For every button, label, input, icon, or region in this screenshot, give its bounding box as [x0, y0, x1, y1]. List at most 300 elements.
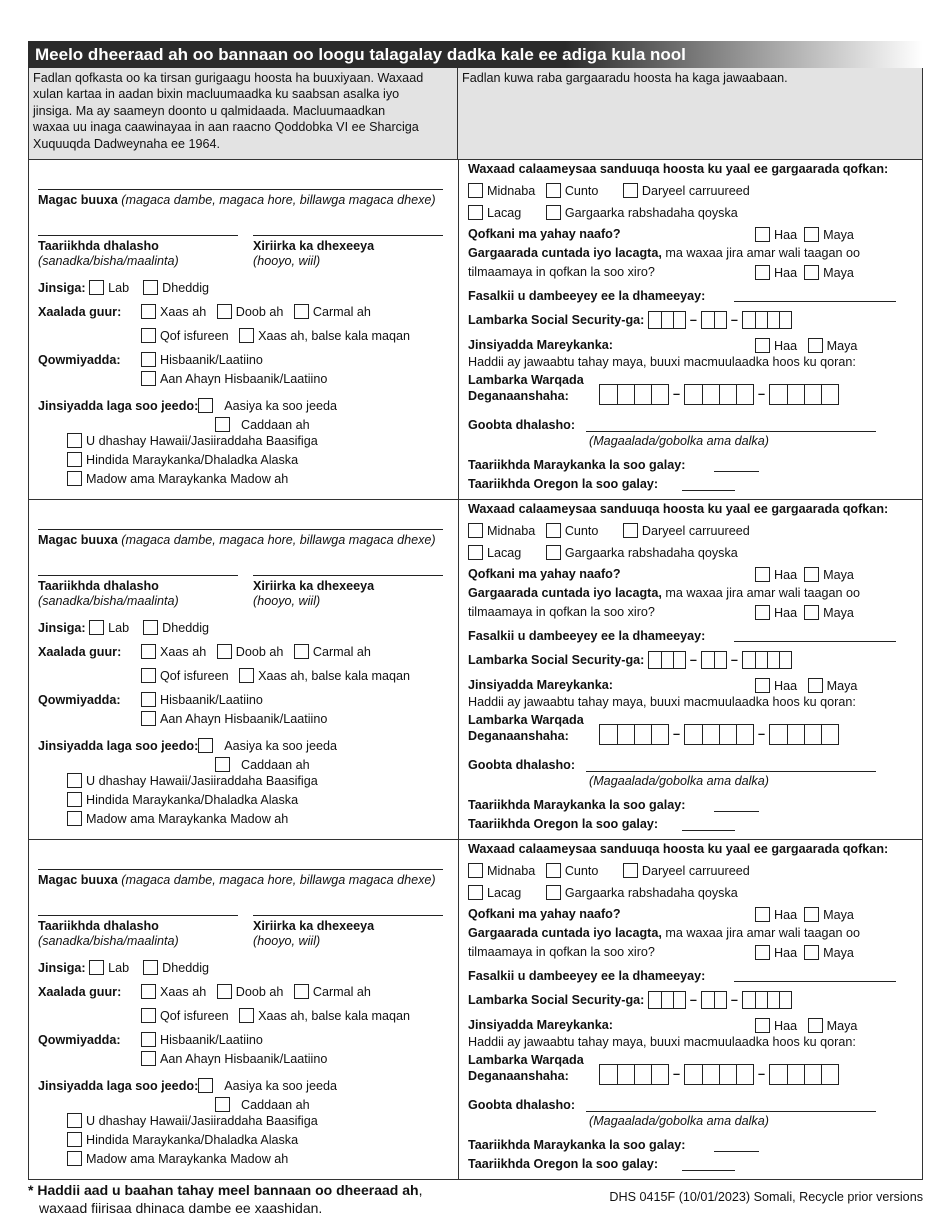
assist-checkbox[interactable] [546, 885, 561, 900]
warrant-question [468, 246, 860, 261]
ssn-label: Lambarka Social Security-ga: [468, 313, 645, 327]
intro-assistance-note: Fadlan kuwa raba gargaaradu hoosta ha kaga jawaabaan. [462, 71, 788, 85]
relationship-label: Xiriirka ka dhexeeya [253, 919, 375, 933]
marital-checkbox[interactable] [217, 304, 232, 319]
relationship-label: Xiriirka ka dhexeeya [253, 239, 375, 253]
assist-option: Gargaarka rabshadaha qoyska [564, 546, 738, 560]
race-option: Hindida Maraykanka/Dhaladka Alaska [86, 1133, 299, 1147]
warrant-bold: Gargaarada cuntada iyo lacagta, [468, 586, 662, 600]
marital-option: Carmal ah [312, 645, 371, 659]
gender-male-checkbox[interactable] [89, 960, 104, 975]
ssn-dash: – [730, 313, 738, 327]
no-label: Maya [823, 266, 854, 280]
warrant-line2: tilmaamaya in qofkan la soo xiro? [468, 265, 655, 279]
assistance-row-2 [468, 205, 738, 221]
doc-dash: – [758, 1067, 766, 1081]
race-option: Hindida Maraykanka/Dhaladka Alaska [86, 793, 299, 807]
ethnicity-checkbox[interactable] [141, 371, 156, 386]
doc-dash: – [673, 727, 681, 741]
assist-option: Midnaba [487, 864, 536, 878]
no-checkbox[interactable] [804, 265, 819, 280]
gender-female-checkbox[interactable] [143, 960, 158, 975]
no-checkbox[interactable] [804, 227, 819, 242]
us-entry-label: Taariikhda Maraykanka la soo galay: [468, 798, 686, 812]
assistance-heading: Waxaad calaameysaa sanduuqa hoosta ku yaal ee gargaarada qofkan: [468, 502, 889, 516]
doc-dash: – [758, 727, 766, 741]
ethnicity-option: Hisbaanik/Laatiino [160, 693, 263, 707]
no-checkbox[interactable] [804, 907, 819, 922]
ethnicity-label: Qowmiyadda: [38, 1033, 121, 1047]
assist-checkbox[interactable] [468, 885, 483, 900]
assist-option: Cunto [564, 184, 599, 198]
ssn-part-3[interactable] [742, 991, 792, 1009]
citizenship-note: Haddii ay jawaabtu tahay maya, buuxi macmuulaadka hoos ku qoran: [468, 1035, 856, 1049]
birthplace-label: Goobta dhalasho: [468, 758, 576, 772]
assistance-row-2 [468, 885, 738, 901]
assist-checkbox[interactable] [468, 205, 483, 220]
assist-checkbox[interactable] [468, 545, 483, 560]
dob-hint: (sanadka/bisha/maalinta) [38, 254, 179, 268]
birthplace-line[interactable] [586, 771, 876, 772]
race-option: Aasiya ka soo jeeda [224, 1079, 337, 1093]
warrant-question [468, 926, 860, 941]
warrant-line2: tilmaamaya in qofkan la soo xiro? [468, 605, 655, 619]
birthplace-label: Goobta dhalasho: [468, 1098, 576, 1112]
dob-line[interactable] [38, 915, 238, 916]
no-checkbox[interactable] [808, 1018, 823, 1033]
race-option: Caddaan ah [241, 1098, 310, 1112]
full-name-label [38, 533, 436, 548]
yes-label: Haa [774, 946, 798, 960]
race-checkbox[interactable] [67, 1113, 82, 1128]
assist-checkbox[interactable] [546, 523, 561, 538]
ssn-part-2[interactable] [701, 311, 727, 329]
race-checkbox[interactable] [67, 773, 82, 788]
member-block [28, 840, 923, 1180]
yes-label: Haa [774, 908, 798, 922]
marital-option: Xaas ah [160, 305, 207, 319]
race-option: Hindida Maraykanka/Dhaladka Alaska [86, 453, 299, 467]
name-line[interactable] [38, 869, 443, 870]
marital-row-2 [141, 1008, 410, 1024]
ethnicity-label: Qowmiyadda: [38, 353, 121, 367]
gender-female-checkbox[interactable] [143, 280, 158, 295]
yes-label: Haa [774, 228, 798, 242]
disability-label: Qofkani ma yahay naafo? [468, 567, 621, 581]
name-line[interactable] [38, 189, 443, 190]
name-hint: (magaca dambe, magaca hore, billawga magaca dhexe) [121, 193, 436, 207]
yes-checkbox[interactable] [755, 338, 770, 353]
doc-part-2[interactable] [684, 724, 754, 745]
oregon-entry-label: Taariikhda Oregon la soo galay: [468, 1157, 659, 1171]
gender-option: Lab [108, 621, 130, 635]
us-entry-line[interactable] [714, 1151, 759, 1152]
footer-note-bold: Haddii aad u baahan tahay meel bannaan oo dheeraad ah [37, 1182, 419, 1198]
gender-male-checkbox[interactable] [89, 620, 104, 635]
marital-checkbox[interactable] [294, 984, 309, 999]
warrant-bold: Gargaarada cuntada iyo lacagta, [468, 246, 662, 260]
yes-checkbox[interactable] [755, 907, 770, 922]
gender-option: Dheddig [162, 281, 210, 295]
yes-label: Haa [774, 606, 798, 620]
assist-checkbox[interactable] [546, 205, 561, 220]
doc-part-3[interactable] [769, 724, 839, 745]
assist-checkbox[interactable] [623, 183, 638, 198]
relationship-hint: (hooyo, wiil) [253, 254, 321, 268]
marital-option: Qof isfureen [160, 669, 229, 683]
doc-label: Deganaanshaha: [468, 389, 569, 403]
no-checkbox[interactable] [808, 338, 823, 353]
ethnicity-option: Aan Ahayn Hisbaanik/Laatiino [160, 712, 328, 726]
race-checkbox[interactable] [198, 738, 213, 753]
marital-option: Doob ah [235, 645, 284, 659]
ssn-row [468, 991, 792, 1009]
gender-option: Dheddig [162, 621, 210, 635]
intro-row [28, 68, 923, 160]
doc-part-2[interactable] [684, 1064, 754, 1085]
race-row [38, 398, 337, 414]
birthplace-line[interactable] [586, 431, 876, 432]
assist-option: Cunto [564, 524, 599, 538]
relationship-hint: (hooyo, wiil) [253, 594, 321, 608]
birthplace-line[interactable] [586, 1111, 876, 1112]
gender-row [38, 280, 209, 296]
race-checkbox[interactable] [67, 433, 82, 448]
disability-options [755, 567, 854, 583]
race-checkbox[interactable] [67, 1132, 82, 1147]
ethnicity-option-row [141, 692, 263, 708]
ethnicity-checkbox[interactable] [141, 1051, 156, 1066]
footer-star: * [28, 1182, 38, 1198]
assist-option: Cunto [564, 864, 599, 878]
doc-label: Lambarka Warqada [468, 713, 584, 727]
marital-option: Xaas ah [160, 985, 207, 999]
citizenship-label: Jinsiyadda Mareykanka: [468, 338, 613, 352]
us-entry-line[interactable] [714, 471, 759, 472]
doc-label: Deganaanshaha: [468, 729, 569, 743]
dob-label: Taariikhda dhalasho [38, 239, 159, 253]
race-checkbox[interactable] [67, 792, 82, 807]
race-option-row [67, 433, 318, 449]
no-label: Maya [826, 679, 858, 693]
dob-line[interactable] [38, 235, 238, 236]
marital-checkbox[interactable] [217, 644, 232, 659]
race-option-row [67, 792, 298, 808]
doc-label: Lambarka Warqada [468, 373, 584, 387]
marital-checkbox[interactable] [294, 644, 309, 659]
race-checkbox[interactable] [198, 398, 213, 413]
assist-checkbox[interactable] [623, 863, 638, 878]
race-row [38, 738, 337, 754]
doc-dash: – [673, 1067, 681, 1081]
no-label: Maya [826, 1019, 858, 1033]
ethnicity-option: Aan Ahayn Hisbaanik/Laatiino [160, 372, 328, 386]
name-label: Magac buuxa [38, 533, 118, 547]
warrant-text: ma waxaa jira amar wali taagan oo [661, 246, 860, 260]
member-block [28, 500, 923, 840]
no-label: Maya [823, 908, 854, 922]
race-option-row [67, 1113, 318, 1129]
form-sheet [28, 41, 923, 1180]
marital-row-2 [141, 668, 410, 684]
race-label: Jinsiyadda laga soo jeedo: [38, 1079, 199, 1093]
relationship-label: Xiriirka ka dhexeeya [253, 579, 375, 593]
gender-male-checkbox[interactable] [89, 280, 104, 295]
race-option: U dhashay Hawaii/Jasiiraddaha Baasifiga [86, 774, 318, 788]
assistance-row-1 [468, 183, 750, 199]
footer-note [28, 1182, 422, 1199]
member-assistance [459, 840, 922, 1179]
race-option-row [67, 471, 288, 487]
assist-checkbox[interactable] [468, 523, 483, 538]
yes-checkbox[interactable] [755, 945, 770, 960]
marital-checkbox[interactable] [141, 644, 156, 659]
member-demographics [29, 840, 459, 1179]
yes-checkbox[interactable] [755, 567, 770, 582]
form-title: Meelo dheeraad ah oo bannaan oo loogu talagalay dadka kale ee adiga kula nool [28, 41, 923, 68]
doc-part-1[interactable] [599, 724, 669, 745]
gender-row [38, 620, 209, 636]
marital-option: Carmal ah [312, 305, 371, 319]
race-option-row [215, 1097, 310, 1113]
race-checkbox[interactable] [67, 471, 82, 486]
marital-option: Xaas ah [160, 645, 207, 659]
disability-label: Qofkani ma yahay naafo? [468, 907, 621, 921]
ethnicity-option-row [141, 1051, 327, 1067]
yes-label: Haa [774, 339, 798, 353]
ethnicity-option: Hisbaanik/Laatiino [160, 1033, 263, 1047]
ssn-part-1[interactable] [648, 651, 686, 669]
form-id: DHS 0415F (10/01/2023) Somali, Recycle prior versions [609, 1190, 923, 1204]
marital-row-1 [141, 304, 371, 320]
gender-row [38, 960, 209, 976]
no-checkbox[interactable] [804, 945, 819, 960]
name-label: Magac buuxa [38, 873, 118, 887]
yes-checkbox[interactable] [755, 678, 770, 693]
race-option: Caddaan ah [241, 418, 310, 432]
assist-option: Gargaarka rabshadaha qoyska [564, 886, 738, 900]
ethnicity-option: Hisbaanik/Laatiino [160, 353, 263, 367]
doc-number-row [599, 1064, 839, 1085]
us-entry-label: Taariikhda Maraykanka la soo galay: [468, 1138, 686, 1152]
race-option: Caddaan ah [241, 758, 310, 772]
yes-label: Haa [774, 266, 798, 280]
ethnicity-checkbox[interactable] [141, 711, 156, 726]
assist-checkbox[interactable] [468, 183, 483, 198]
intro-line: xulan kartaa in aadan bixin macluumaadka ku saabsan asalka iyo [33, 87, 400, 102]
yes-checkbox[interactable] [755, 227, 770, 242]
assist-option: Gargaarka rabshadaha qoyska [564, 206, 738, 220]
yes-checkbox[interactable] [755, 265, 770, 280]
ssn-part-3[interactable] [742, 651, 792, 669]
assist-option: Lacag [487, 546, 522, 560]
birthplace-label: Goobta dhalasho: [468, 418, 576, 432]
marital-checkbox[interactable] [217, 984, 232, 999]
ethnicity-checkbox[interactable] [141, 692, 156, 707]
ssn-dash: – [689, 313, 697, 327]
ethnicity-checkbox[interactable] [141, 1032, 156, 1047]
race-option: Aasiya ka soo jeeda [224, 739, 337, 753]
marital-checkbox[interactable] [239, 1008, 254, 1023]
intro-line: Fadlan qofkasta oo ka tirsan gurigaagu hoosta ha buuxiyaan. Waxaad [33, 71, 424, 85]
birthplace-hint: (Magaalada/gobolka ama dalka) [589, 774, 769, 788]
race-checkbox[interactable] [215, 1097, 230, 1112]
dob-hint: (sanadka/bisha/maalinta) [38, 934, 179, 948]
no-checkbox[interactable] [804, 605, 819, 620]
marital-checkbox[interactable] [294, 304, 309, 319]
race-checkbox[interactable] [215, 417, 230, 432]
marital-checkbox[interactable] [239, 668, 254, 683]
oregon-entry-label: Taariikhda Oregon la soo galay: [468, 817, 659, 831]
ethnicity-label: Qowmiyadda: [38, 693, 121, 707]
intro-line: waxaa uu inaga caawinayaa in aan raacno Qoddobka VI ee Sharciga [33, 120, 419, 135]
relationship-line[interactable] [253, 575, 443, 576]
doc-number-row [599, 724, 839, 745]
assist-checkbox[interactable] [546, 183, 561, 198]
footer-note-line2: waxaad fiirisaa dhinaca dambe ee xaashidan. [39, 1200, 323, 1216]
dob-label: Taariikhda dhalasho [38, 919, 159, 933]
citizenship-label: Jinsiyadda Mareykanka: [468, 678, 613, 692]
assistance-heading: Waxaad calaameysaa sanduuqa hoosta ku yaal ee gargaarada qofkan: [468, 162, 889, 176]
name-hint: (magaca dambe, magaca hore, billawga magaca dhexe) [121, 873, 436, 887]
assist-checkbox[interactable] [468, 863, 483, 878]
ssn-part-2[interactable] [701, 991, 727, 1009]
yes-label: Haa [774, 679, 798, 693]
warrant-line2: tilmaamaya in qofkan la soo xiro? [468, 945, 655, 959]
ssn-part-3[interactable] [742, 311, 792, 329]
gender-label: Jinsiga: [38, 281, 86, 295]
ethnicity-option-row [141, 352, 263, 368]
race-checkbox[interactable] [67, 811, 82, 826]
race-option-row [67, 773, 318, 789]
oregon-entry-line[interactable] [682, 830, 735, 831]
race-option-row [67, 452, 298, 468]
race-checkbox[interactable] [67, 452, 82, 467]
oregon-entry-line[interactable] [682, 490, 735, 491]
assistance-row-1 [468, 523, 750, 539]
race-option-row [215, 417, 310, 433]
warrant-options [755, 265, 854, 281]
grade-line[interactable] [734, 301, 896, 302]
full-name-label [38, 193, 436, 208]
name-hint: (magaca dambe, magaca hore, billawga magaca dhexe) [121, 533, 436, 547]
ethnicity-option-row [141, 711, 327, 727]
race-label: Jinsiyadda laga soo jeedo: [38, 399, 199, 413]
doc-part-1[interactable] [599, 1064, 669, 1085]
race-row [38, 1078, 337, 1094]
doc-dash: – [758, 387, 766, 401]
ssn-dash: – [730, 653, 738, 667]
race-option: U dhashay Hawaii/Jasiiraddaha Baasifiga [86, 1114, 318, 1128]
race-option: Aasiya ka soo jeeda [224, 399, 337, 413]
ssn-row [468, 311, 792, 329]
race-checkbox[interactable] [215, 757, 230, 772]
no-label: Maya [823, 606, 854, 620]
race-checkbox[interactable] [67, 1151, 82, 1166]
doc-label: Deganaanshaha: [468, 1069, 569, 1083]
member-assistance [459, 160, 922, 499]
race-option: Madow ama Maraykanka Madow ah [86, 472, 289, 486]
grade-line[interactable] [734, 981, 896, 982]
member-demographics [29, 160, 459, 499]
assist-option: Lacag [487, 206, 522, 220]
doc-part-1[interactable] [599, 384, 669, 405]
marital-option: Qof isfureen [160, 329, 229, 343]
ssn-part-1[interactable] [648, 991, 686, 1009]
yes-checkbox[interactable] [755, 605, 770, 620]
ethnicity-checkbox[interactable] [141, 352, 156, 367]
grade-line[interactable] [734, 641, 896, 642]
us-entry-line[interactable] [714, 811, 759, 812]
yes-label: Haa [774, 568, 798, 582]
ssn-label: Lambarka Social Security-ga: [468, 653, 645, 667]
race-checkbox[interactable] [198, 1078, 213, 1093]
citizenship-options [755, 1018, 857, 1034]
race-option: U dhashay Hawaii/Jasiiraddaha Baasifiga [86, 434, 318, 448]
marital-checkbox[interactable] [141, 328, 156, 343]
warrant-options [755, 945, 854, 961]
marital-checkbox[interactable] [141, 668, 156, 683]
relationship-line[interactable] [253, 915, 443, 916]
marital-option: Doob ah [235, 305, 284, 319]
race-option: Madow ama Maraykanka Madow ah [86, 812, 289, 826]
ethnicity-option: Aan Ahayn Hisbaanik/Laatiino [160, 1052, 328, 1066]
marital-label: Xaalada guur: [38, 645, 122, 659]
ssn-dash: – [689, 993, 697, 1007]
relationship-line[interactable] [253, 235, 443, 236]
no-checkbox[interactable] [804, 567, 819, 582]
marital-option: Xaas ah, balse kala maqan [258, 1009, 411, 1023]
race-option-row [67, 811, 288, 827]
warrant-text: ma waxaa jira amar wali taagan oo [661, 926, 860, 940]
marital-checkbox[interactable] [141, 1008, 156, 1023]
assist-checkbox[interactable] [546, 545, 561, 560]
ssn-part-1[interactable] [648, 311, 686, 329]
gender-option: Lab [108, 961, 130, 975]
yes-checkbox[interactable] [755, 1018, 770, 1033]
marital-checkbox[interactable] [239, 328, 254, 343]
assist-checkbox[interactable] [623, 523, 638, 538]
race-label: Jinsiyadda laga soo jeedo: [38, 739, 199, 753]
race-option-row [215, 757, 310, 773]
full-name-label [38, 873, 436, 888]
gender-female-checkbox[interactable] [143, 620, 158, 635]
marital-checkbox[interactable] [141, 304, 156, 319]
marital-option: Xaas ah, balse kala maqan [258, 329, 411, 343]
doc-part-2[interactable] [684, 384, 754, 405]
citizenship-label: Jinsiyadda Mareykanka: [468, 1018, 613, 1032]
member-assistance [459, 500, 922, 839]
no-label: Maya [823, 946, 854, 960]
name-line[interactable] [38, 529, 443, 530]
warrant-options [755, 605, 854, 621]
assist-checkbox[interactable] [546, 863, 561, 878]
dob-line[interactable] [38, 575, 238, 576]
marital-option: Carmal ah [312, 985, 371, 999]
dob-hint: (sanadka/bisha/maalinta) [38, 594, 179, 608]
gender-option: Lab [108, 281, 130, 295]
warrant-question [468, 586, 860, 601]
race-option: Madow ama Maraykanka Madow ah [86, 1152, 289, 1166]
doc-part-3[interactable] [769, 384, 839, 405]
no-label: Maya [823, 228, 854, 242]
doc-part-3[interactable] [769, 1064, 839, 1085]
oregon-entry-line[interactable] [682, 1170, 735, 1171]
marital-label: Xaalada guur: [38, 985, 122, 999]
marital-checkbox[interactable] [141, 984, 156, 999]
ssn-part-2[interactable] [701, 651, 727, 669]
no-checkbox[interactable] [808, 678, 823, 693]
